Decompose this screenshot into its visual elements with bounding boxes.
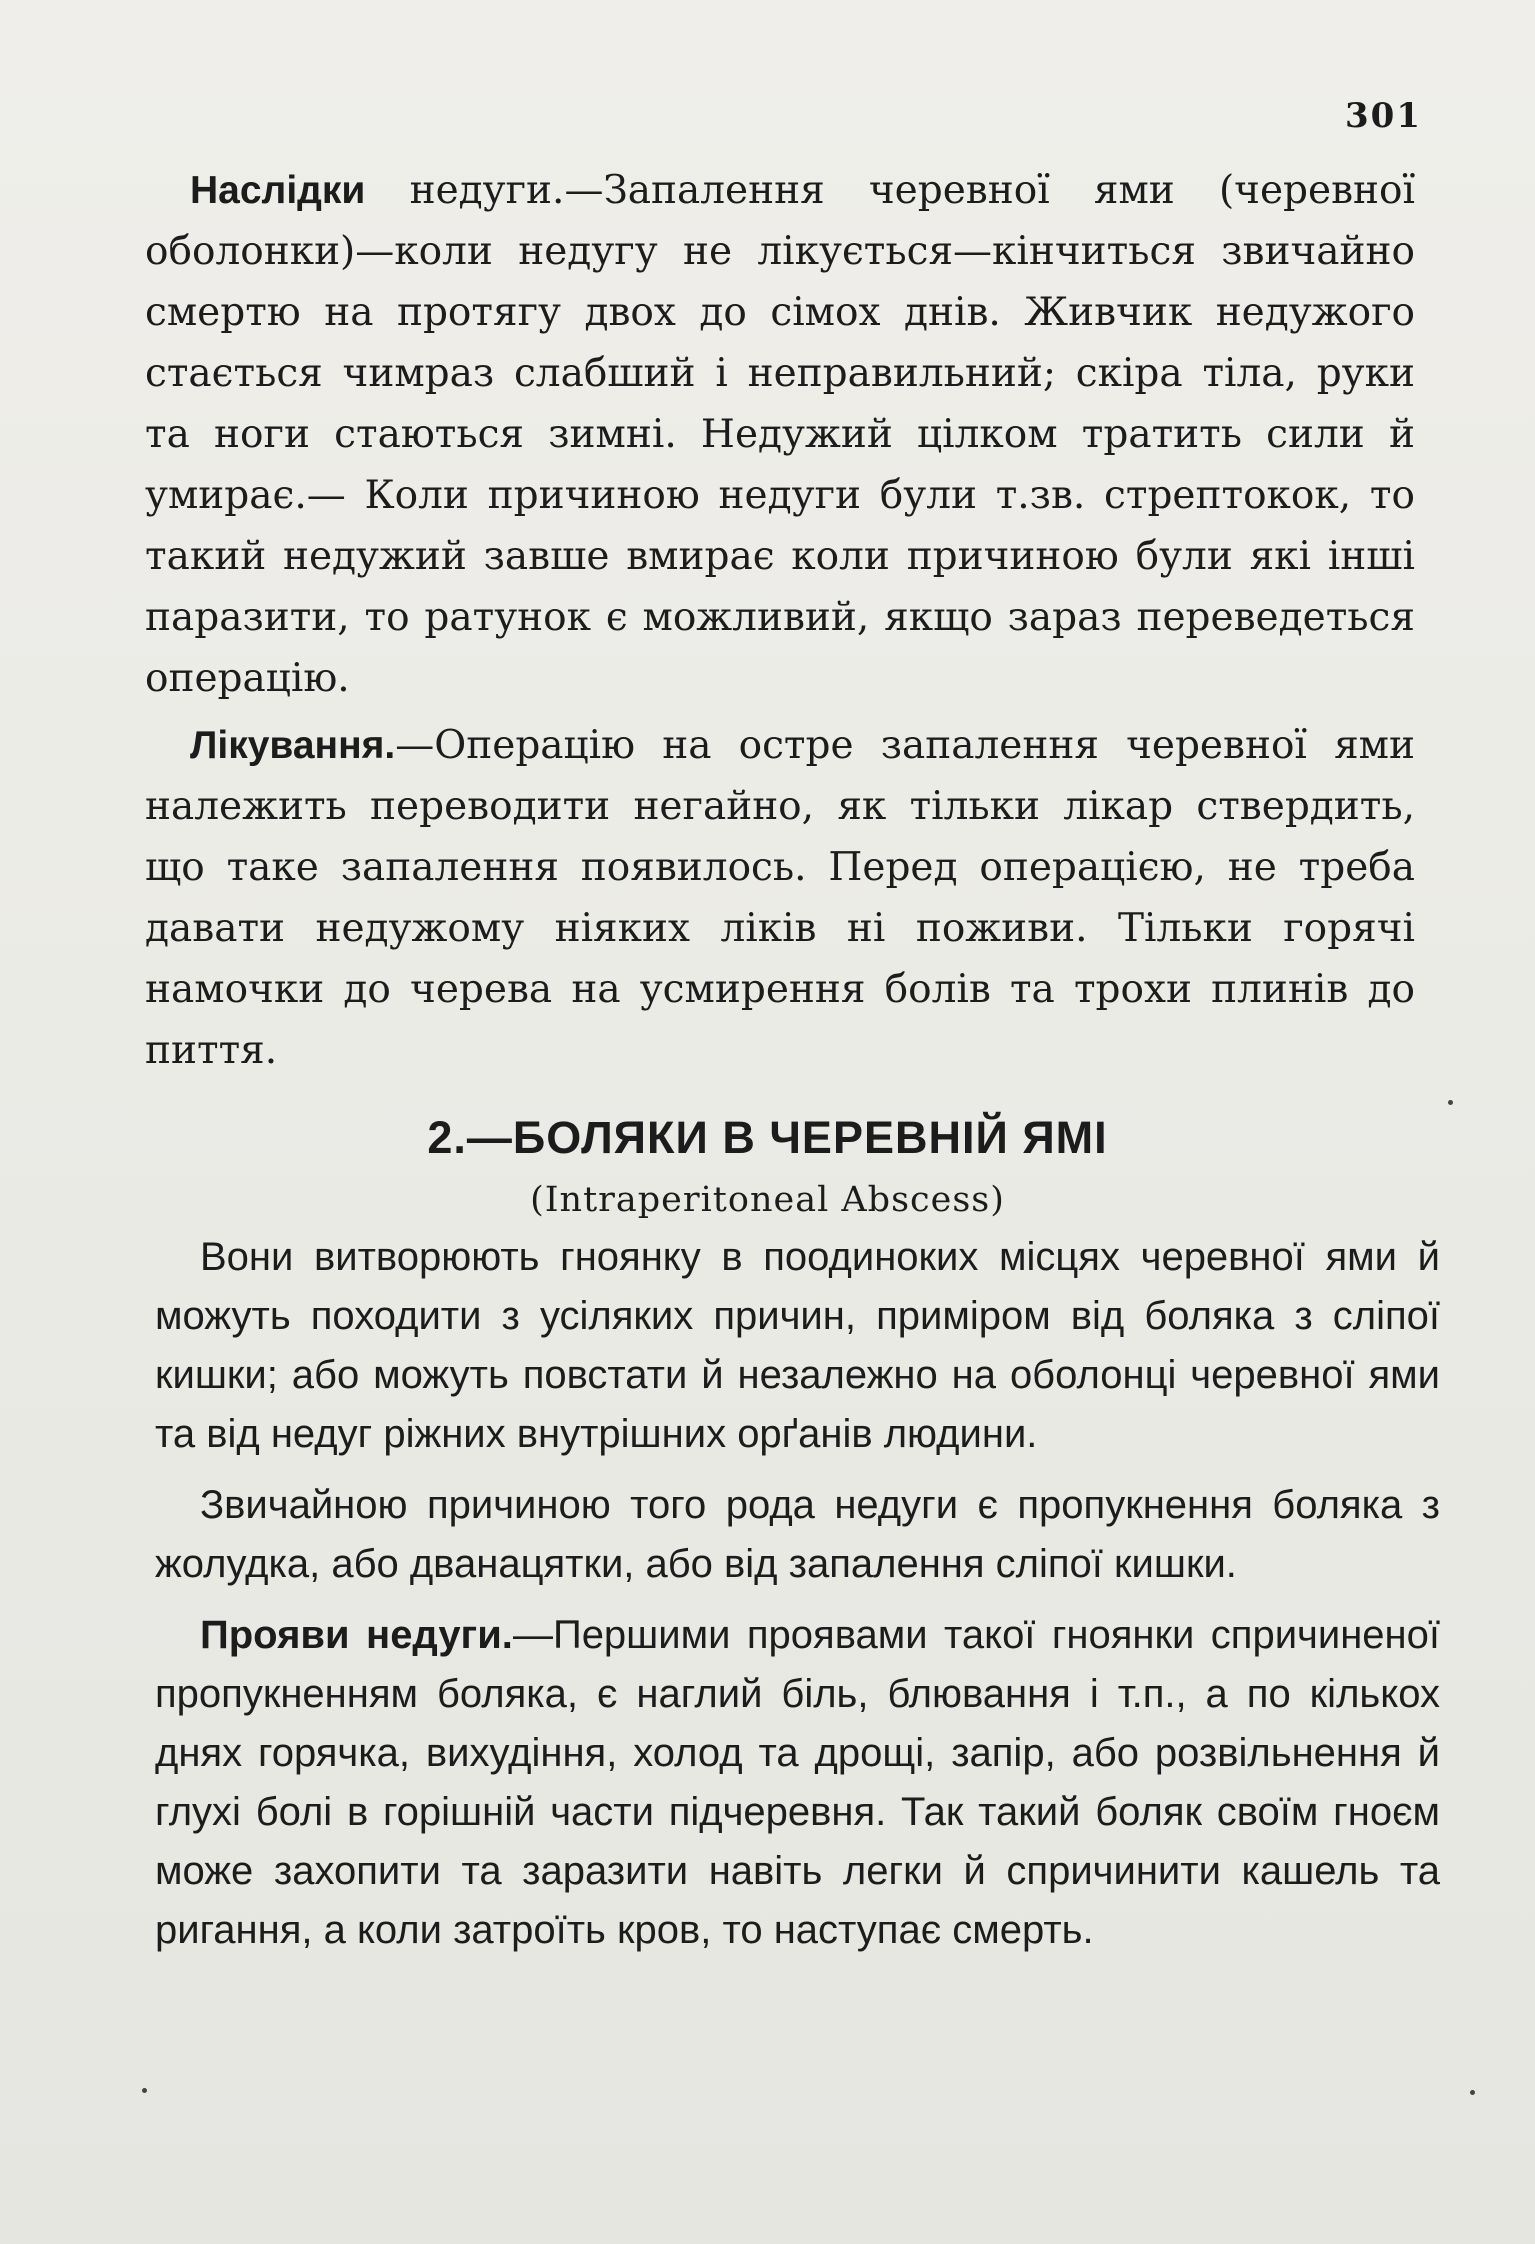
section-1-body	[145, 160, 1415, 1081]
paragraph-causes: Звичайною причиною того рода недуги є пропукнення боляка з жолудка, або дванацятки, або від запалення сліпої кишки.	[155, 1483, 1440, 1586]
paragraph-lead-treatment: Лікування.	[190, 724, 396, 767]
page-number: 301	[1345, 96, 1422, 136]
section-heading: 2.—БОЛЯКИ В ЧЕРЕВНІЙ ЯМІ	[427, 1112, 1108, 1163]
section-subheading: (Intraperitoneal Abscess)	[530, 1180, 1005, 1220]
paragraph-text: недуги.—Запалення черевної ями (черевної оболонки)—коли недугу не лікується—кінчиться звичайно смертю на протягу двох до сімох днів. Живчик недужого стається чимраз слабший і неправильний; скіра тіла, руки та ноги стаються зимні. Недужий цілком тратить сили й умирає.— Коли причиною недуги були т.зв. стрептокок, то такий недужий завше вмирає коли причиною були які інші паразити, то ратунок є можливий, якщо зараз переведеться операцію.	[145, 168, 1415, 701]
paragraph-intro: Вони витворюють гноянку в поодиноких місцях черевної ями й можуть походити з усіляких причин, приміром від боляка з сліпої кишки; або можуть повстати й незалежно на оболонці черевної ями та від недуг ріжних внутрішних орґанів людини.	[155, 1235, 1440, 1456]
paragraph-text: —Першими проявами такої гноянки спричиненої пропукненням боляка, є наглий біль, блювання і т.п., а по кількох днях горячка, вихудіння, холод та дрощі, запір, або розвільнення й глухі болі в горішній части підчеревня. Так такий боляк своїм гноєм може захопити та заразити навіть легки й спричинити кашель та ригання, а коли затроїть кров, то наступає смерть.	[155, 1613, 1441, 1952]
paragraph-lead-symptoms: Прояви недуги.	[200, 1613, 513, 1657]
paragraph-text: —Операцію на остре запалення черевної ями належить переводити негайно, як тільки лікар ствердить, що таке запалення появилось. Перед операцією, не треба давати недужому ніяких ліків ні поживи. Тільки горячі намочки до черева на усмирення болів та трохи плинів до пиття.	[145, 723, 1415, 1073]
paper-speck	[1448, 1100, 1453, 1105]
paper-speck	[142, 2088, 147, 2093]
paragraph-treatment	[145, 715, 1415, 1081]
paragraph-symptoms	[155, 1606, 1440, 1960]
paper-speck	[1470, 2090, 1475, 2095]
paragraph-consequences	[145, 160, 1415, 709]
paragraph-lead-consequences: Наслідки	[190, 169, 366, 212]
section-2-body	[155, 1228, 1440, 1960]
